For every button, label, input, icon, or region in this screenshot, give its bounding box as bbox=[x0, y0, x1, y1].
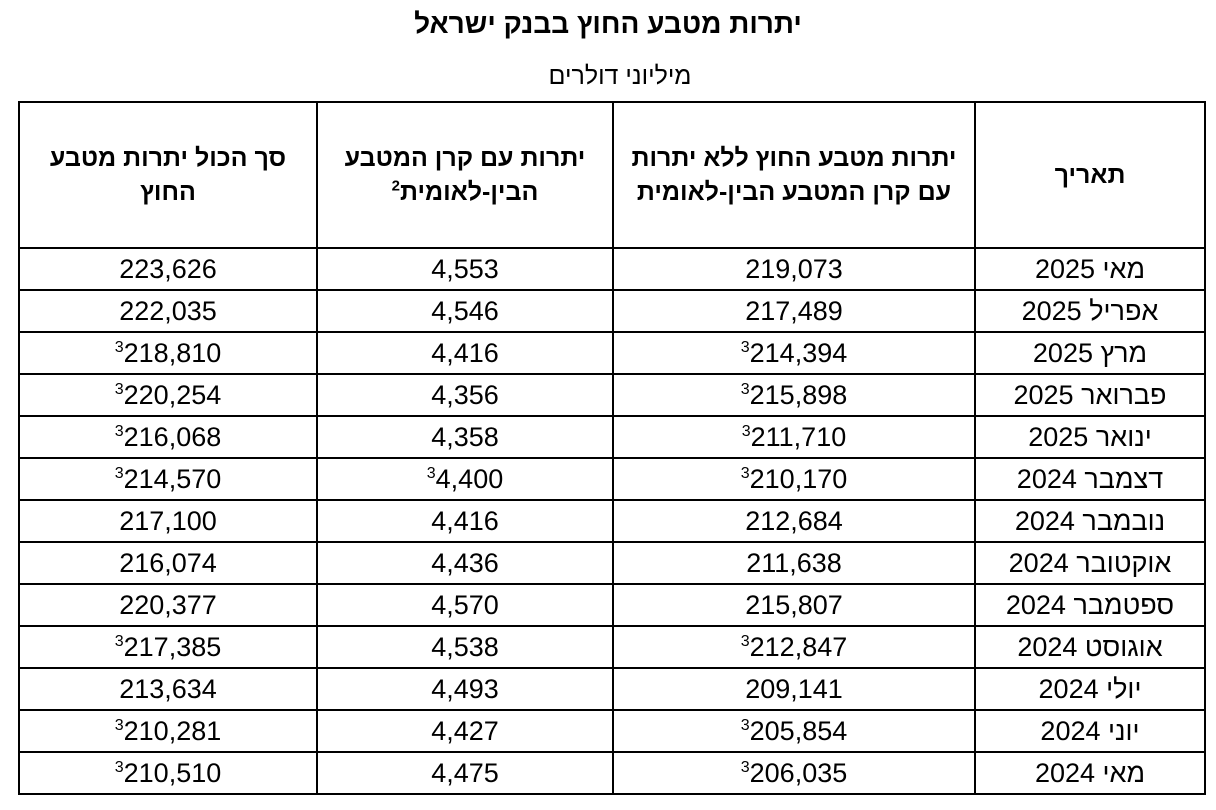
cell-total bbox=[19, 710, 317, 752]
cell-value: 217,385 bbox=[123, 631, 222, 662]
cell-value: 210,281 bbox=[123, 715, 222, 746]
cell-date: יולי 2024 bbox=[975, 668, 1205, 710]
cell-excl-imf bbox=[613, 248, 975, 290]
table-header-row bbox=[19, 102, 1205, 248]
cell-total bbox=[19, 416, 317, 458]
cell-value: 205,854 bbox=[749, 715, 848, 746]
cell-date: אפריל 2025 bbox=[975, 290, 1205, 332]
cell-excl-imf bbox=[613, 668, 975, 710]
footnote-marker: 3 bbox=[740, 464, 750, 482]
cell-value-wrap bbox=[431, 506, 499, 537]
footnote-marker: 3 bbox=[426, 464, 436, 482]
cell-value-wrap bbox=[741, 716, 848, 747]
cell-value: 211,710 bbox=[750, 421, 847, 452]
footnote-marker: 3 bbox=[114, 716, 124, 734]
cell-value: 222,035 bbox=[119, 295, 217, 326]
table-row bbox=[19, 668, 1205, 710]
cell-value: 211,638 bbox=[746, 547, 842, 578]
table-body bbox=[19, 248, 1205, 794]
cell-value-wrap bbox=[431, 590, 499, 621]
cell-value: 4,436 bbox=[431, 547, 499, 578]
cell-excl-imf bbox=[613, 458, 975, 500]
cell-total bbox=[19, 584, 317, 626]
cell-total bbox=[19, 332, 317, 374]
cell-value-wrap bbox=[119, 254, 217, 285]
cell-value-wrap bbox=[742, 422, 847, 453]
footnote-marker: 3 bbox=[114, 464, 124, 482]
cell-value: 209,141 bbox=[745, 673, 843, 704]
cell-value: 4,553 bbox=[431, 253, 499, 284]
cell-imf bbox=[317, 668, 613, 710]
header-excl-imf bbox=[613, 102, 975, 248]
table-row bbox=[19, 458, 1205, 500]
reserves-table bbox=[18, 101, 1206, 795]
cell-value-wrap bbox=[745, 254, 843, 285]
cell-value: 4,416 bbox=[431, 337, 499, 368]
cell-value-wrap bbox=[115, 380, 222, 411]
table-row bbox=[19, 542, 1205, 584]
table-row bbox=[19, 500, 1205, 542]
footnote-marker: 3 bbox=[114, 338, 124, 356]
header-imf-wrap bbox=[318, 141, 612, 209]
cell-value-wrap bbox=[431, 674, 499, 705]
cell-total bbox=[19, 752, 317, 794]
cell-value: 4,416 bbox=[431, 505, 499, 536]
cell-excl-imf bbox=[613, 500, 975, 542]
cell-total bbox=[19, 668, 317, 710]
cell-value: 214,570 bbox=[123, 463, 222, 494]
header-imf-footnote: 2 bbox=[391, 177, 400, 195]
header-total-label: סך הכול יתרות מטבע החוץ bbox=[49, 144, 287, 206]
cell-value-wrap bbox=[741, 380, 848, 411]
cell-imf bbox=[317, 626, 613, 668]
cell-excl-imf bbox=[613, 374, 975, 416]
cell-value-wrap bbox=[745, 296, 843, 327]
cell-value-wrap bbox=[115, 758, 222, 789]
cell-value-wrap bbox=[119, 548, 217, 579]
table-row bbox=[19, 584, 1205, 626]
table-row bbox=[19, 332, 1205, 374]
page-title: יתרות מטבע החוץ בבנק ישראל bbox=[414, 8, 802, 39]
footnote-marker: 3 bbox=[740, 758, 750, 776]
cell-date: מאי 2025 bbox=[975, 248, 1205, 290]
cell-value-wrap bbox=[119, 674, 217, 705]
cell-imf bbox=[317, 416, 613, 458]
cell-value: 215,807 bbox=[745, 589, 843, 620]
cell-value-wrap bbox=[115, 464, 222, 495]
cell-value: 4,400 bbox=[435, 463, 504, 494]
cell-value-wrap bbox=[431, 716, 499, 747]
footnote-marker: 3 bbox=[740, 632, 750, 650]
cell-value: 4,358 bbox=[431, 421, 499, 452]
cell-date: ינואר 2025 bbox=[975, 416, 1205, 458]
cell-value: 4,356 bbox=[431, 379, 499, 410]
cell-value: 4,475 bbox=[431, 757, 499, 788]
footnote-marker: 3 bbox=[114, 380, 124, 398]
table-row bbox=[19, 248, 1205, 290]
header-date bbox=[975, 102, 1205, 248]
cell-total bbox=[19, 542, 317, 584]
cell-value: 206,035 bbox=[749, 757, 848, 788]
cell-date: יוני 2024 bbox=[975, 710, 1205, 752]
cell-value: 212,684 bbox=[745, 505, 843, 536]
cell-value-wrap bbox=[431, 422, 499, 453]
cell-imf bbox=[317, 500, 613, 542]
header-date-label: תאריך bbox=[1054, 161, 1126, 189]
cell-total bbox=[19, 248, 317, 290]
cell-value: 212,847 bbox=[749, 631, 848, 662]
cell-total bbox=[19, 626, 317, 668]
cell-total bbox=[19, 290, 317, 332]
footnote-marker: 3 bbox=[741, 422, 751, 440]
cell-value-wrap bbox=[746, 548, 842, 579]
table-row bbox=[19, 416, 1205, 458]
cell-excl-imf bbox=[613, 416, 975, 458]
cell-excl-imf bbox=[613, 752, 975, 794]
cell-imf bbox=[317, 752, 613, 794]
cell-value-wrap bbox=[119, 296, 217, 327]
cell-total bbox=[19, 500, 317, 542]
cell-value: 217,100 bbox=[119, 505, 217, 536]
cell-value: 4,493 bbox=[431, 673, 499, 704]
cell-value-wrap bbox=[741, 632, 848, 663]
cell-value: 213,634 bbox=[119, 673, 217, 704]
cell-value: 210,170 bbox=[749, 463, 848, 494]
table-row bbox=[19, 752, 1205, 794]
cell-value-wrap bbox=[431, 758, 499, 789]
cell-value-wrap bbox=[427, 464, 503, 495]
cell-value: 210,510 bbox=[123, 757, 222, 788]
cell-value-wrap bbox=[115, 422, 222, 453]
cell-total bbox=[19, 374, 317, 416]
cell-value-wrap bbox=[431, 296, 499, 327]
cell-imf bbox=[317, 542, 613, 584]
cell-value-wrap bbox=[115, 338, 222, 369]
cell-value: 223,626 bbox=[119, 253, 217, 284]
cell-value-wrap bbox=[115, 716, 222, 747]
footnote-marker: 3 bbox=[740, 380, 750, 398]
cell-value-wrap bbox=[745, 590, 843, 621]
table-row bbox=[19, 374, 1205, 416]
cell-value-wrap bbox=[431, 548, 499, 579]
table-row bbox=[19, 710, 1205, 752]
cell-excl-imf bbox=[613, 542, 975, 584]
cell-excl-imf bbox=[613, 626, 975, 668]
table-row bbox=[19, 290, 1205, 332]
cell-value: 220,377 bbox=[119, 589, 217, 620]
cell-value: 217,489 bbox=[745, 295, 843, 326]
cell-imf bbox=[317, 374, 613, 416]
header-excl-imf-label: יתרות מטבע החוץ ללא יתרות עם קרן המטבע הבין-לאומית bbox=[631, 144, 957, 206]
cell-date: נובמבר 2024 bbox=[975, 500, 1205, 542]
cell-value: 216,068 bbox=[123, 421, 222, 452]
cell-value: 4,546 bbox=[431, 295, 499, 326]
cell-value-wrap bbox=[741, 464, 848, 495]
footnote-marker: 3 bbox=[740, 338, 750, 356]
cell-excl-imf bbox=[613, 584, 975, 626]
cell-value-wrap bbox=[431, 254, 499, 285]
cell-value: 220,254 bbox=[123, 379, 222, 410]
cell-excl-imf bbox=[613, 710, 975, 752]
cell-value-wrap bbox=[119, 506, 217, 537]
cell-value: 216,074 bbox=[119, 547, 217, 578]
table-row bbox=[19, 626, 1205, 668]
header-total bbox=[19, 102, 317, 248]
cell-total bbox=[19, 458, 317, 500]
cell-value-wrap bbox=[431, 380, 499, 411]
cell-date: מרץ 2025 bbox=[975, 332, 1205, 374]
cell-value: 4,427 bbox=[431, 715, 499, 746]
cell-value: 218,810 bbox=[123, 337, 222, 368]
cell-date: אוגוסט 2024 bbox=[975, 626, 1205, 668]
cell-value: 4,538 bbox=[431, 631, 499, 662]
cell-value: 4,570 bbox=[431, 589, 499, 620]
cell-excl-imf bbox=[613, 332, 975, 374]
cell-value: 219,073 bbox=[745, 253, 843, 284]
cell-date: אוקטובר 2024 bbox=[975, 542, 1205, 584]
cell-imf bbox=[317, 458, 613, 500]
cell-value-wrap bbox=[741, 338, 848, 369]
footnote-marker: 3 bbox=[114, 422, 124, 440]
header-imf bbox=[317, 102, 613, 248]
cell-excl-imf bbox=[613, 290, 975, 332]
cell-imf bbox=[317, 248, 613, 290]
cell-value-wrap bbox=[431, 338, 499, 369]
cell-imf bbox=[317, 584, 613, 626]
cell-imf bbox=[317, 290, 613, 332]
cell-value-wrap bbox=[745, 506, 843, 537]
cell-value-wrap bbox=[741, 758, 848, 789]
units-subtitle: מיליוני דולרים bbox=[548, 62, 692, 90]
cell-value-wrap bbox=[119, 590, 217, 621]
cell-value-wrap bbox=[431, 632, 499, 663]
cell-value: 215,898 bbox=[749, 379, 848, 410]
footnote-marker: 3 bbox=[114, 758, 124, 776]
footnote-marker: 3 bbox=[114, 632, 124, 650]
cell-date: מאי 2024 bbox=[975, 752, 1205, 794]
cell-imf bbox=[317, 332, 613, 374]
cell-value: 214,394 bbox=[749, 337, 848, 368]
cell-date: דצמבר 2024 bbox=[975, 458, 1205, 500]
cell-value-wrap bbox=[115, 632, 222, 663]
header-imf-label: יתרות עם קרן המטבע הבין-לאומית bbox=[344, 144, 586, 206]
cell-imf bbox=[317, 710, 613, 752]
cell-date: ספטמבר 2024 bbox=[975, 584, 1205, 626]
cell-value-wrap bbox=[745, 674, 843, 705]
cell-date: פברואר 2025 bbox=[975, 374, 1205, 416]
footnote-marker: 3 bbox=[740, 716, 750, 734]
